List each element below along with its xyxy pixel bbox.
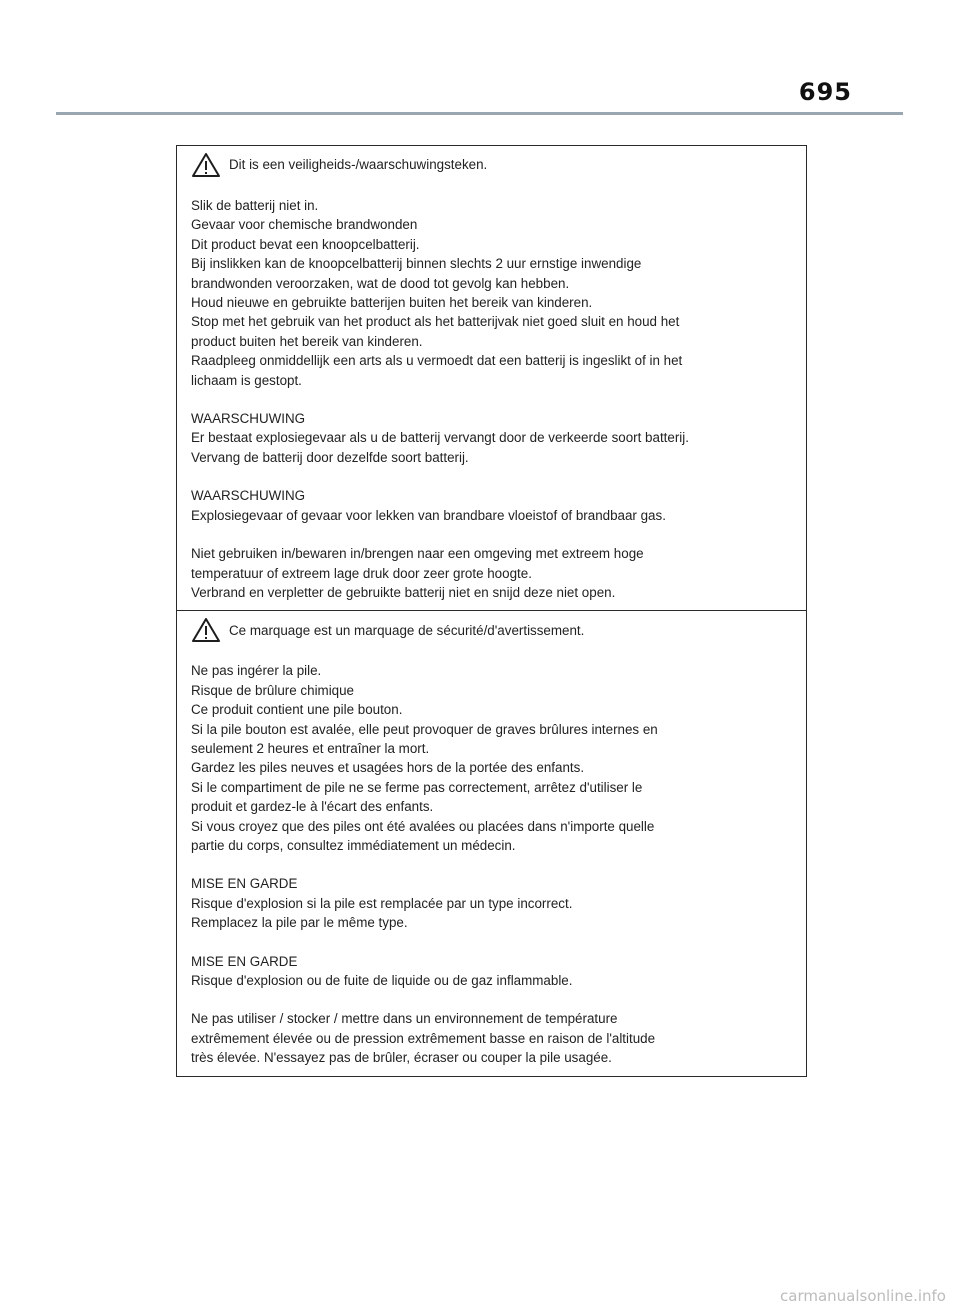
french-paragraph <box>191 1009 792 1067</box>
french-heading: Ce marquage est un marquage de sécurité/d'avertissement. <box>229 622 585 638</box>
french-paragraphs <box>191 661 792 1067</box>
dutch-paragraph <box>191 409 792 467</box>
header-rule <box>56 112 903 115</box>
text-line: Risque de brûlure chimique <box>191 682 355 698</box>
text-line: WAARSCHUWING <box>191 488 306 504</box>
dutch-paragraph <box>191 544 792 602</box>
text-line: Dit product bevat een knoopcelbatterij. <box>191 236 420 252</box>
text-line: très élevée. N'essayez pas de brûler, écraser ou couper la pile usagée. <box>191 1050 612 1066</box>
text-line: Verbrand en verpletter de gebruikte batterij niet en snijd deze niet open. <box>191 584 616 600</box>
text-line: Er bestaat explosiegevaar als u de batterij vervangt door de verkeerde soort batterij. <box>191 430 689 446</box>
warning-triangle-icon <box>191 152 221 178</box>
french-paragraph <box>191 874 792 932</box>
text-line: Risque d'explosion ou de fuite de liquide ou de gaz inflammable. <box>191 973 573 988</box>
text-line: Ne pas utiliser / stocker / mettre dans un environnement de température <box>191 1011 618 1027</box>
french-paragraph <box>191 661 792 855</box>
text-line: Vervang de batterij door dezelfde soort batterij. <box>191 449 469 465</box>
text-line: extrêmement élevée ou de pression extrêmement basse en raison de l'altitude <box>191 1030 656 1046</box>
text-line: MISE EN GARDE <box>191 876 298 892</box>
text-line: brandwonden veroorzaken, wat de dood tot gevolg kan hebben. <box>191 275 570 291</box>
dutch-heading-line <box>191 152 792 178</box>
text-line: Slik de batterij niet in. <box>191 198 319 213</box>
text-line: product buiten het bereik van kinderen. <box>191 333 423 349</box>
text-line: Ne pas ingérer la pile. <box>191 663 322 679</box>
battery-safety-notice <box>176 145 807 1077</box>
text-line: Ce produit contient une pile bouton. <box>191 702 403 718</box>
dutch-paragraph <box>191 486 792 525</box>
watermark: carmanualsonline.info <box>780 1287 946 1305</box>
text-line: seulement 2 heures et entraîner la mort. <box>191 740 430 756</box>
text-line: partie du corps, consultez immédiatement un médecin. <box>191 837 516 853</box>
dutch-heading: Dit is een veiligheids-/waarschuwingsteken. <box>229 157 488 173</box>
warning-triangle-icon <box>191 617 221 643</box>
text-line: lichaam is gestopt. <box>191 372 302 388</box>
text-line: Si le compartiment de pile ne se ferme pas correctement, arrêtez d'utiliser le <box>191 779 643 795</box>
dutch-section <box>177 146 806 610</box>
text-line: Raadpleeg onmiddellijk een arts als u vermoedt dat een batterij is ingeslikt of in het <box>191 353 683 369</box>
text-line: Houd nieuwe en gebruikte batterijen buiten het bereik van kinderen. <box>191 295 593 311</box>
text-line: Remplacez la pile par le même type. <box>191 915 408 931</box>
text-line: MISE EN GARDE <box>191 953 298 969</box>
dutch-paragraphs <box>191 196 792 602</box>
text-line: temperatuur of extreem lage druk door zeer grote hoogte. <box>191 565 532 581</box>
text-line: WAARSCHUWING <box>191 411 306 427</box>
text-line: Niet gebruiken in/bewaren in/brengen naar een omgeving met extreem hoge <box>191 546 644 562</box>
text-line: Gardez les piles neuves et usagées hors de la portée des enfants. <box>191 760 585 776</box>
french-paragraph <box>191 952 792 991</box>
french-section <box>177 610 806 1075</box>
dutch-paragraph <box>191 196 792 390</box>
page-number: 695 <box>798 78 852 106</box>
text-line: Explosiegevaar of gevaar voor lekken van brandbare vloeistof of brandbaar gas. <box>191 507 666 523</box>
text-line: produit et gardez-le à l'écart des enfants. <box>191 799 434 815</box>
text-line: Risque d'explosion si la pile est remplacée par un type incorrect. <box>191 895 573 911</box>
text-line: Si vous croyez que des piles ont été avalées ou placées dans n'importe quelle <box>191 818 655 834</box>
text-line: Si la pile bouton est avalée, elle peut provoquer de graves brûlures internes en <box>191 721 658 737</box>
text-line: Bij inslikken kan de knoopcelbatterij binnen slechts 2 uur ernstige inwendige <box>191 256 642 272</box>
french-heading-line <box>191 617 792 643</box>
text-line: Gevaar voor chemische brandwonden <box>191 217 418 233</box>
text-line: Stop met het gebruik van het product als het batterijvak niet goed sluit en houd het <box>191 314 680 330</box>
